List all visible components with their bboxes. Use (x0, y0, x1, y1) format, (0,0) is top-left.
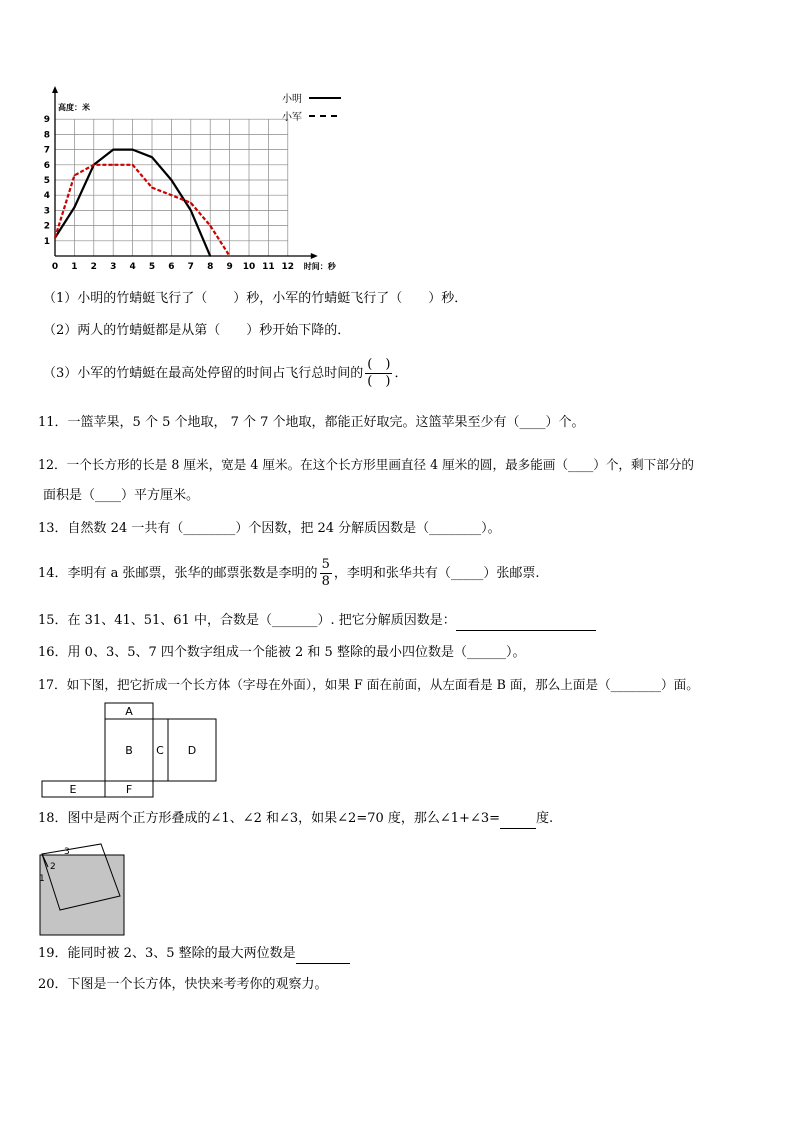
face-label-f: F (125, 783, 133, 796)
question-10-3 (43, 356, 407, 392)
x-tick-label: 9 (226, 262, 233, 272)
face-label-a: A (125, 705, 133, 718)
q13-text: 13．自然数 24 一共有（________）个因数，把 24 分解质因数是（________）。 (38, 521, 501, 536)
data-point (190, 202, 192, 204)
fraction-five-eighths (320, 557, 332, 590)
data-point (93, 164, 95, 166)
x-tick-label: 5 (148, 262, 156, 272)
q20-text: 20．下图是一个长方体，快快来考考你的观察力。 (38, 977, 328, 992)
fraction-denominator: 8 (321, 574, 330, 589)
q10-3-text: （3）小军的竹蜻蜓在最高处停留的时间占飞行总时间的 (43, 366, 364, 381)
y-tick-label: 7 (43, 145, 50, 156)
q10-2-text: （2）两人的竹蜻蜓都是从第（ ）秒开始下降的． (43, 323, 351, 338)
legend-label: 小军 (282, 112, 302, 123)
data-point (151, 187, 153, 189)
question-18 (38, 810, 553, 829)
x-tick-label: 12 (281, 262, 295, 272)
x-axis-arrow (311, 253, 318, 259)
q12-text-b: 面积是（____）平方厘米。 (43, 488, 200, 503)
data-point (209, 225, 211, 227)
answer-blank (296, 945, 350, 964)
q17-text: 17．如下图，把它折成一个长方体（字母在外面），如果 F 面在前面，从左面看是 B 面，那么上面是（________）面。 (38, 677, 699, 692)
x-tick-label: 1 (71, 262, 78, 272)
angle-label-2: 2 (50, 862, 56, 872)
q15-text: 15．在 31、41、51、61 中，合数是（_______）. 把它分解质因数是： (38, 613, 456, 628)
question-10-2 (43, 322, 350, 340)
overlapping-squares-diagram (36, 840, 128, 938)
angle-label-1: 1 (39, 874, 45, 884)
question-19 (38, 945, 350, 964)
data-point (209, 255, 211, 257)
x-tick-label: 2 (90, 262, 97, 272)
question-12-line-1 (38, 456, 694, 474)
x-tick-label: 4 (129, 262, 136, 272)
question-11 (38, 414, 585, 432)
data-point (74, 175, 76, 177)
data-point (171, 179, 173, 181)
q16-text: 16．用 0、3、5、7 四个数字组成一个能被 2 和 5 整除的最小四位数是（______）。 (38, 645, 526, 660)
x-tick-label: 8 (207, 262, 214, 272)
q12-text-a: 12．一个长方形的长是 8 厘米，宽是 4 厘米。在这个长方形里画直径 4 厘米的圆，最多能画（____）个，剩下部分的 (38, 457, 694, 472)
q14-text: 14．李明有 a 张邮票，张华的邮票张数是李明的 (38, 566, 318, 581)
q11-text: 11．一篮苹果，5 个 5 个地取， 7 个 7 个地取，都能正好取完。这篮苹果至少有（____）个。 (38, 415, 585, 430)
x-tick-label: 3 (110, 262, 117, 272)
y-tick-label: 2 (43, 221, 50, 232)
y-tick-label: 6 (43, 160, 50, 171)
y-tick-label: 8 (43, 130, 50, 141)
q10-3-end: ． (394, 366, 408, 381)
y-tick-label: 9 (43, 115, 50, 126)
y-tick-label: 1 (43, 236, 50, 247)
x-tick-label: 7 (187, 262, 194, 272)
face-label-b: B (125, 744, 133, 757)
question-17 (38, 676, 699, 694)
data-point (151, 156, 153, 158)
data-point (132, 164, 134, 166)
fraction-numerator: 5 (321, 557, 330, 572)
question-15 (38, 612, 596, 631)
data-point (190, 210, 192, 212)
data-point (229, 255, 231, 257)
face-label-e: E (69, 783, 77, 796)
height-time-line-chart (36, 84, 356, 274)
y-tick-label: 5 (43, 176, 50, 186)
y-axis-arrow (52, 86, 58, 93)
q18-text: 18．图中是两个正方形叠成的∠1、∠2 和∠3，如果∠2=70 度，那么∠1+∠3= (38, 811, 501, 826)
fraction-blank (365, 357, 392, 390)
data-point (74, 207, 76, 209)
x-tick-label: 10 (242, 262, 256, 272)
y-tick-label: 3 (43, 206, 50, 217)
fraction-denominator: ( ) (367, 374, 391, 389)
question-20 (38, 976, 328, 994)
legend-label: 小明 (282, 94, 302, 105)
answer-blank (500, 810, 536, 829)
q10-1-text: （1）小明的竹蜻蜓飞行了（ ）秒，小军的竹蜻蜓飞行了（ ）秒． (43, 291, 468, 306)
question-16 (38, 644, 525, 662)
x-tick-label: 0 (51, 262, 59, 272)
question-12-line-2 (43, 487, 199, 505)
fraction-numerator: ( ) (367, 357, 391, 372)
data-point (112, 149, 114, 151)
angle-label-3: 3 (64, 847, 70, 857)
x-axis-label: 时间：秒 (303, 262, 336, 271)
data-point (132, 149, 134, 151)
q14-text-end: ，李明和张华共有（_____）张邮票. (333, 566, 540, 581)
question-14 (38, 556, 539, 592)
data-point (171, 194, 173, 196)
answer-blank (456, 612, 596, 631)
q19-text: 19．能同时被 2、3、5 整除的最大两位数是 (38, 946, 296, 961)
cuboid-net-diagram (38, 700, 228, 802)
face-label-d: D (187, 744, 197, 757)
face-label-c: C (156, 744, 164, 757)
data-point (54, 237, 56, 239)
data-point (112, 164, 114, 166)
y-axis-label: 高度：米 (58, 103, 90, 112)
q18-text-end: 度. (536, 811, 554, 826)
x-tick-label: 11 (262, 262, 275, 272)
question-10-1 (43, 290, 467, 308)
y-tick-label: 4 (43, 191, 50, 202)
x-tick-label: 6 (168, 262, 175, 272)
question-13 (38, 520, 501, 538)
